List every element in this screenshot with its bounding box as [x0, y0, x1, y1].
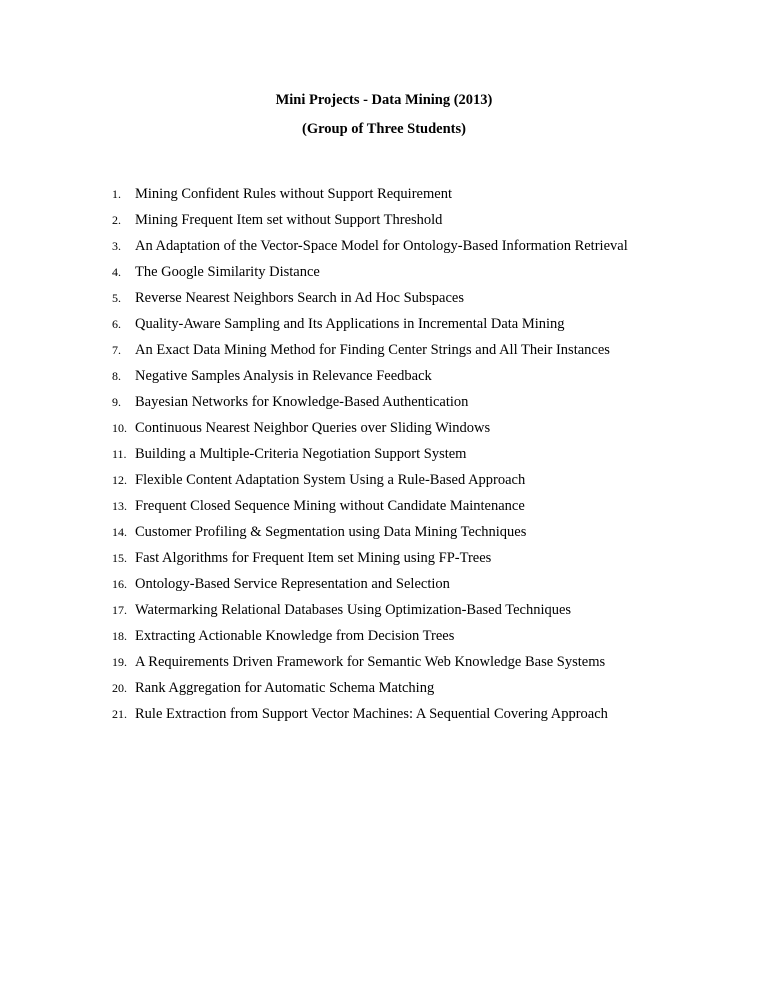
list-item — [112, 389, 732, 415]
document-header — [0, 88, 768, 141]
item-number: 16. — [112, 577, 127, 591]
item-number: 15. — [112, 551, 127, 565]
item-number: 14. — [112, 525, 127, 539]
item-text: Quality-Aware Sampling and Its Applications in Incremental Data Mining — [135, 316, 565, 332]
item-number: 19. — [112, 655, 127, 669]
item-text: Customer Profiling & Segmentation using Data Mining Techniques — [135, 524, 527, 540]
item-number: 20. — [112, 681, 127, 695]
item-text: Rule Extraction from Support Vector Machines: A Sequential Covering Approach — [135, 706, 608, 722]
item-text: An Adaptation of the Vector-Space Model for Ontology-Based Information Retrieval — [135, 238, 628, 254]
document-subtitle: (Group of Three Students) — [302, 121, 466, 137]
item-text: Bayesian Networks for Knowledge-Based Authentication — [135, 394, 469, 410]
item-number: 7. — [112, 343, 121, 357]
item-number: 13. — [112, 499, 127, 513]
item-text: Ontology-Based Service Representation and Selection — [135, 576, 450, 592]
item-text: Fast Algorithms for Frequent Item set Mining using FP-Trees — [135, 550, 492, 566]
item-number: 5. — [112, 291, 121, 305]
item-text: Mining Frequent Item set without Support Threshold — [135, 212, 443, 228]
item-number: 1. — [112, 187, 121, 201]
list-item — [112, 259, 732, 285]
list-item — [112, 571, 732, 597]
list-item — [112, 207, 732, 233]
project-list — [112, 181, 732, 727]
item-text: Extracting Actionable Knowledge from Decision Trees — [135, 628, 455, 644]
item-number: 4. — [112, 265, 121, 279]
item-number: 12. — [112, 473, 127, 487]
item-text: Frequent Closed Sequence Mining without Candidate Maintenance — [135, 498, 525, 514]
item-text: Continuous Nearest Neighbor Queries over Sliding Windows — [135, 420, 491, 436]
list-item — [112, 337, 732, 363]
list-item — [112, 233, 732, 259]
item-number: 3. — [112, 239, 121, 253]
list-item — [112, 545, 732, 571]
list-item — [112, 649, 732, 675]
item-text: Rank Aggregation for Automatic Schema Matching — [135, 680, 435, 696]
list-item — [112, 363, 732, 389]
item-number: 11. — [112, 447, 127, 461]
item-text: Flexible Content Adaptation System Using a Rule-Based Approach — [135, 472, 526, 488]
item-text: Watermarking Relational Databases Using Optimization-Based Techniques — [135, 602, 572, 618]
list-item — [112, 285, 732, 311]
list-item — [112, 181, 732, 207]
item-number: 17. — [112, 603, 127, 617]
list-item — [112, 519, 732, 545]
list-item — [112, 675, 732, 701]
item-number: 21. — [112, 707, 127, 721]
item-text: An Exact Data Mining Method for Finding Center Strings and All Their Instances — [135, 342, 610, 358]
list-item — [112, 415, 732, 441]
list-item — [112, 441, 732, 467]
item-number: 9. — [112, 395, 121, 409]
item-number: 2. — [112, 213, 121, 227]
list-item — [112, 597, 732, 623]
list-item — [112, 623, 732, 649]
document-title: Mini Projects - Data Mining (2013) — [275, 92, 493, 108]
item-text: Negative Samples Analysis in Relevance Feedback — [135, 368, 432, 384]
item-text: Building a Multiple-Criteria Negotiation Support System — [135, 446, 467, 462]
item-text: The Google Similarity Distance — [135, 264, 320, 280]
list-item — [112, 467, 732, 493]
list-item — [112, 493, 732, 519]
item-number: 6. — [112, 317, 121, 331]
item-number: 18. — [112, 629, 127, 643]
item-text: Reverse Nearest Neighbors Search in Ad Hoc Subspaces — [135, 290, 464, 306]
list-item — [112, 311, 732, 337]
item-number: 8. — [112, 369, 121, 383]
item-text: A Requirements Driven Framework for Semantic Web Knowledge Base Systems — [135, 654, 606, 670]
item-text: Mining Confident Rules without Support Requirement — [135, 186, 452, 202]
list-item — [112, 701, 732, 727]
item-number: 10. — [112, 421, 127, 435]
